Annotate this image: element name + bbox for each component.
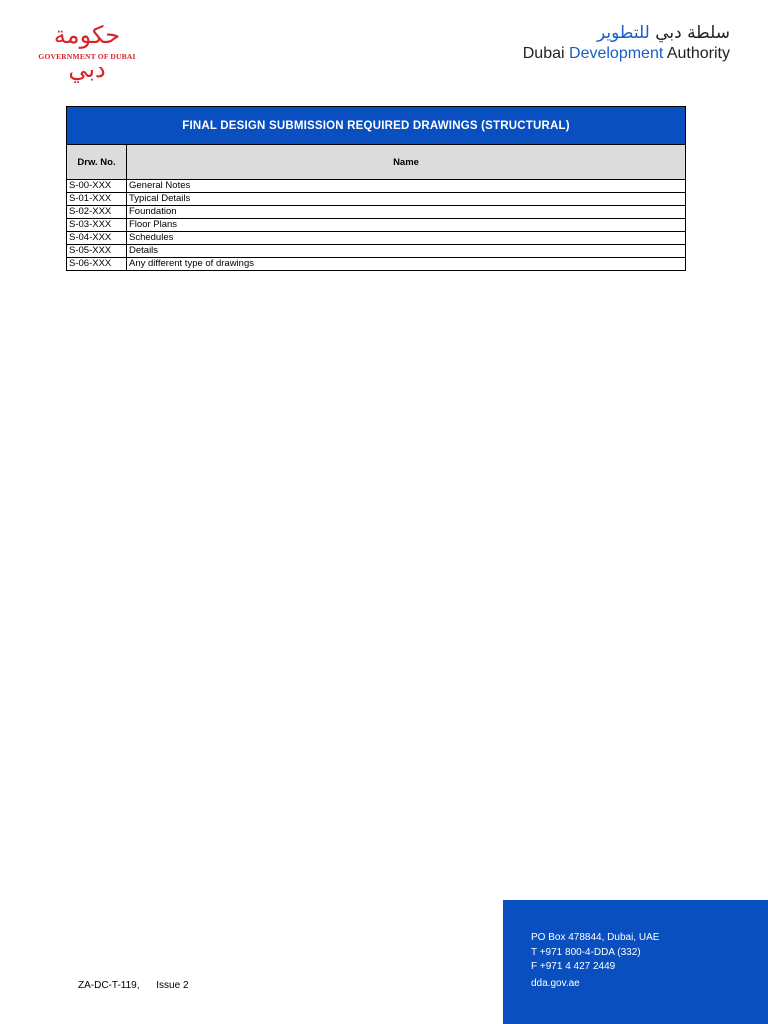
drawing-number: S-00-XXX bbox=[67, 180, 127, 193]
table-title: FINAL DESIGN SUBMISSION REQUIRED DRAWINGS (STRUCTURAL) bbox=[67, 107, 686, 145]
column-header-name: Name bbox=[127, 145, 686, 180]
contact-address-block bbox=[531, 931, 659, 975]
dda-english-development: Development bbox=[569, 45, 664, 62]
drawing-number: S-03-XXX bbox=[67, 219, 127, 232]
drawing-name: Foundation bbox=[127, 206, 686, 219]
drawing-name: Typical Details bbox=[127, 193, 686, 206]
document-code: ZA-DC-T-119, bbox=[78, 980, 140, 991]
drawing-name: General Notes bbox=[127, 180, 686, 193]
contact-panel bbox=[503, 900, 768, 1024]
issue-number: Issue 2 bbox=[156, 980, 189, 991]
table-row bbox=[67, 180, 686, 193]
dda-english-dubai: Dubai bbox=[522, 45, 565, 62]
drawing-number: S-05-XXX bbox=[67, 245, 127, 258]
drawing-name: Floor Plans bbox=[127, 219, 686, 232]
drawing-number: S-02-XXX bbox=[67, 206, 127, 219]
drawing-name: Any different type of drawings bbox=[127, 258, 686, 271]
government-of-dubai-logo bbox=[32, 18, 142, 83]
po-box: PO Box 478844, Dubai, UAE bbox=[531, 932, 660, 943]
column-header-drw-no: Drw. No. bbox=[67, 145, 127, 180]
dda-logo bbox=[490, 22, 730, 66]
dda-english-authority: Authority bbox=[666, 45, 730, 62]
drawing-name: Schedules bbox=[127, 232, 686, 245]
table-row bbox=[67, 245, 686, 258]
fax-number: F +971 4 427 2449 bbox=[531, 961, 616, 972]
drawing-number: S-01-XXX bbox=[67, 193, 127, 206]
table-row bbox=[67, 206, 686, 219]
drawings-table bbox=[66, 106, 686, 271]
website-link[interactable]: dda.gov.ae bbox=[531, 978, 580, 989]
dda-arabic-part1: سلطة دبي bbox=[655, 23, 730, 43]
table-row bbox=[67, 258, 686, 271]
drawing-name: Details bbox=[127, 245, 686, 258]
gov-logo-english: GOVERNMENT OF DUBAI bbox=[38, 52, 136, 61]
table-row bbox=[67, 193, 686, 206]
dda-logo-english bbox=[490, 44, 730, 64]
table-row bbox=[67, 219, 686, 232]
dda-logo-arabic bbox=[490, 22, 730, 44]
drawing-number: S-04-XXX bbox=[67, 232, 127, 245]
table-row bbox=[67, 232, 686, 245]
phone-number: T +971 800-4-DDA (332) bbox=[531, 946, 641, 958]
drawing-number: S-06-XXX bbox=[67, 258, 127, 271]
gov-logo-arabic: حكومة دبي bbox=[53, 21, 121, 83]
document-reference bbox=[78, 980, 203, 991]
dda-arabic-part2: للتطوير bbox=[597, 23, 650, 43]
